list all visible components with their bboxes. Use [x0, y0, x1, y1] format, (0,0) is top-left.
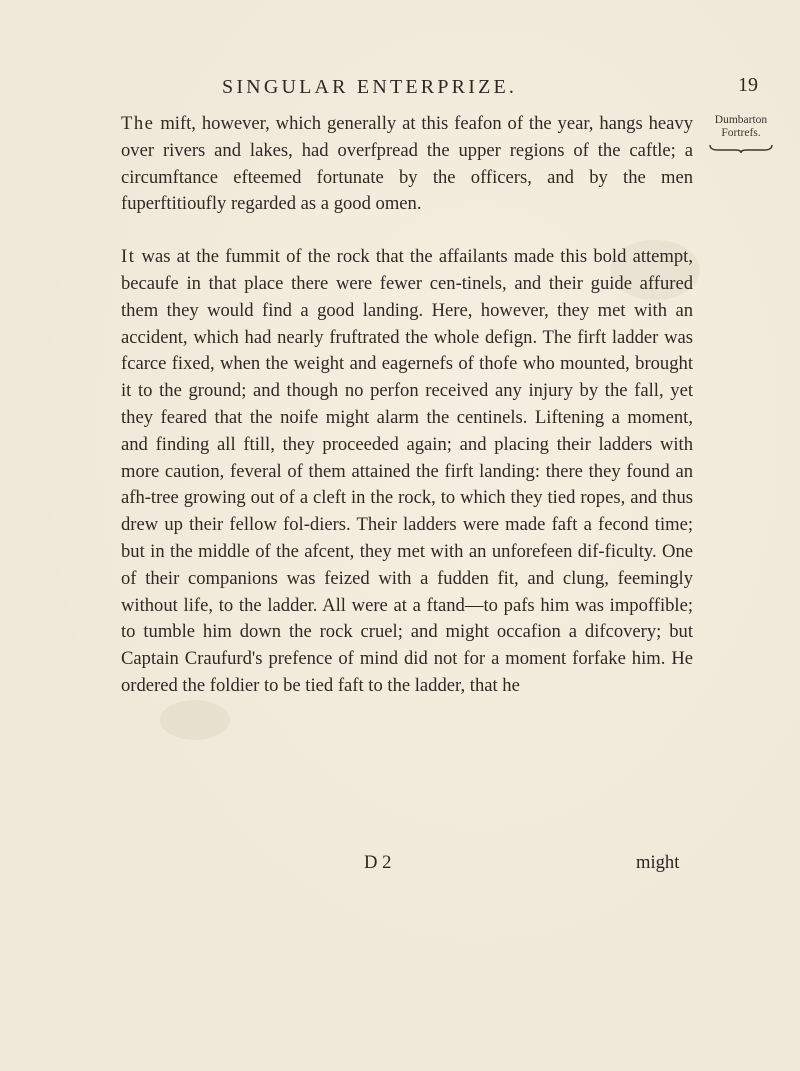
paragraph-lead: It	[121, 246, 136, 268]
paragraph-text: was at the fummit of the rock that the affailants made this bold attempt, becaufe in that place there were fewer cen-tinels, and their guide affured them they would find a good landing. Here, however, they met with an accident, which had nearly fruftrated the whole defign. The firft ladder was fcarce fixed, when the weight and eagernefs of thofe who mounted, brought it to the ground; and though no perfon received any injury by the fall, yet they feared that the noife might alarm the centinels. Liftening a moment, and finding all ftill, they proceeded again; and placing their ladders with more caution, feveral of them attained the firft landing: there they found an afh-tree growing out of a cleft in the rock, to which they tied ropes, and thus drew up their fellow fol-diers. Their ladders were made faft a fecond time; but in the middle of the afcent, they met with an unforefeen dif-ficulty. One of their companions was feized with a fudden fit, and clung, feemingly without life, to the ladder. All were at a ftand—to pafs him was impoffible; to tumble him down the rock cruel; and might occafion a difcovery; but Captain Craufurd's prefence of mind did not for a moment forfake him. He ordered the foldier to be tied faft to the ladder, that he	[121, 246, 693, 696]
paragraph-text: mift, however, which generally at this feafon of the year, hangs heavy over rivers and lakes, had overfpread the upper regions of the caftle; a circumftance efteemed fortunate by the officers, and by the men fuperftitioufly regarded as a good omen.	[121, 113, 693, 215]
margin-note	[701, 114, 781, 154]
running-title: SINGULAR ENTERPRIZE.	[222, 76, 518, 98]
paragraph	[121, 111, 693, 218]
footer-line	[0, 852, 800, 880]
catchword: might	[636, 852, 680, 873]
page-number: 19	[738, 74, 758, 96]
paper-stain	[160, 700, 230, 740]
paragraph	[121, 244, 693, 700]
body-text	[121, 111, 693, 700]
margin-note-line: Dumbarton	[714, 114, 768, 126]
signature-mark: D 2	[364, 852, 392, 873]
brace-icon	[708, 144, 774, 154]
margin-note-line: Fortrefs.	[721, 127, 761, 139]
paragraph-lead: The	[121, 113, 155, 134]
